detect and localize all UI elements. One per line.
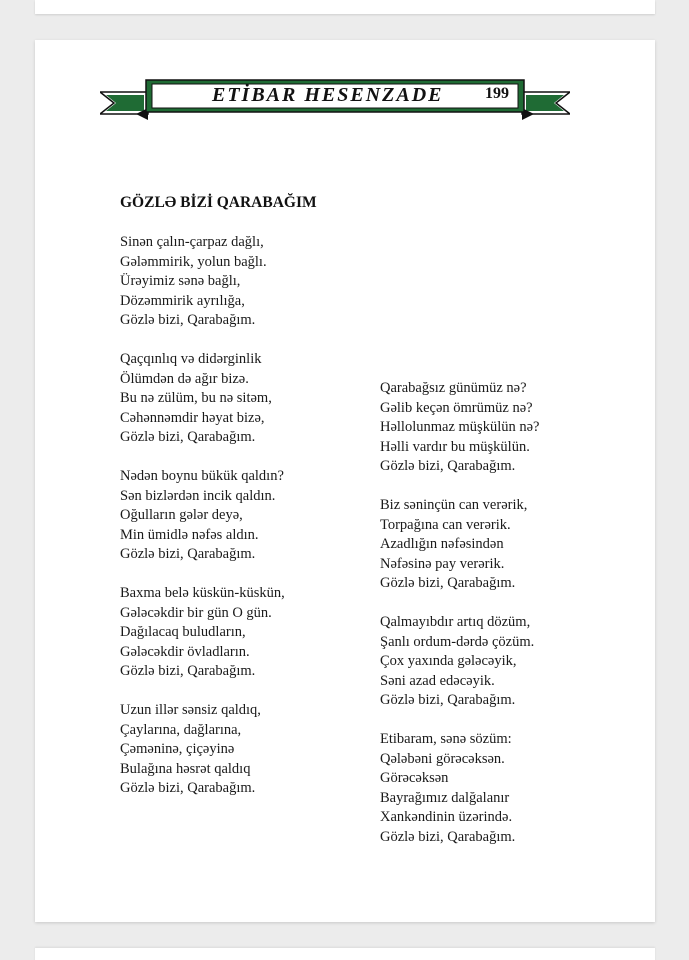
poem-line: Dözəmmirik ayrılığa, bbox=[120, 292, 245, 309]
poem-line: Qalmayıbdır artıq dözüm, bbox=[380, 614, 531, 630]
poem-line: Ürəyimiz sənə bağlı, bbox=[120, 273, 241, 289]
poem-line: Gözlə bizi, Qarabağım. bbox=[120, 546, 256, 562]
poem-line: Çox yaxında gələcəyik, bbox=[380, 653, 517, 669]
poem-line: Xankəndinin üzərində. bbox=[380, 809, 513, 825]
stanza bbox=[380, 496, 620, 594]
poem-line: Gözlə bizi, Qarabağım. bbox=[380, 458, 516, 474]
stanza bbox=[380, 613, 620, 711]
poem-line: Min ümidlə nəfəs aldın. bbox=[120, 526, 259, 543]
stanza bbox=[120, 233, 360, 331]
poem-left-column bbox=[120, 233, 360, 818]
poem-line: Gəlib keçən ömrümüz nə? bbox=[380, 399, 533, 416]
poem-right-column bbox=[380, 379, 620, 867]
poem-line: Həllolunmaz müşkülün nə? bbox=[380, 419, 540, 435]
poem-line: Gözlə bizi, Qarabağım. bbox=[120, 312, 256, 328]
poem-line: Gələmmirik, yolun bağlı. bbox=[120, 253, 267, 270]
poem-line: Gələcəkdir övladların. bbox=[120, 643, 250, 660]
poem-line: Uzun illər sənsiz qaldıq, bbox=[120, 702, 261, 718]
poem-line: Bayrağımız dalğalanır bbox=[380, 789, 510, 806]
poem-line: Sən bizlərdən incik qaldın. bbox=[120, 487, 276, 504]
poem-line: Bulağına həsrət qaldıq bbox=[120, 760, 251, 777]
page-header-banner bbox=[100, 78, 570, 122]
next-page-edge bbox=[35, 948, 655, 960]
poem-line: Şanlı ordum-dərdə çözüm. bbox=[380, 633, 535, 650]
poem-line: Baxma belə küskün-küskün, bbox=[120, 585, 285, 601]
poem-line: Gözlə bizi, Qarabağım. bbox=[120, 780, 256, 796]
poem-line: Səni azad edəcəyik. bbox=[380, 672, 495, 689]
poem-line: Torpağına can verərik. bbox=[380, 516, 511, 533]
stanza bbox=[120, 350, 360, 448]
poem-line: Həlli vardır bu müşkülün. bbox=[380, 438, 530, 455]
poem-title: GÖZLƏ BİZİ QARABAĞIM bbox=[120, 194, 317, 211]
poem-line: Bu nə zülüm, bu nə sitəm, bbox=[120, 390, 272, 406]
stanza bbox=[120, 701, 360, 799]
stanza bbox=[120, 467, 360, 565]
poem-line: Dağılacaq buludların, bbox=[120, 624, 246, 640]
poem-line: Biz səninçün can verərik, bbox=[380, 497, 528, 513]
poem-line: Ölümdən də ağır bizə. bbox=[120, 370, 249, 387]
poem-line: Gözlə bizi, Qarabağım. bbox=[380, 828, 516, 845]
author-name: ETİBAR HESENZADE bbox=[212, 84, 444, 106]
page-number: 199 bbox=[485, 85, 509, 102]
poem-line: Qələbəni görəcəksən. bbox=[380, 750, 505, 767]
poem-line: Gələcəkdir bir gün O gün. bbox=[120, 604, 272, 621]
poem-line: Gözlə bizi, Qarabağım. bbox=[380, 575, 516, 591]
poem-line: Gözlə bizi, Qarabağım. bbox=[120, 663, 256, 679]
previous-page-edge bbox=[35, 0, 655, 14]
poem-line: Etibaram, sənə sözüm: bbox=[380, 731, 512, 747]
poem-line: Gözlə bizi, Qarabağım. bbox=[120, 429, 256, 445]
book-page bbox=[35, 40, 655, 922]
poem-line: Gözlə bizi, Qarabağım. bbox=[380, 692, 516, 708]
poem-line: Qarabağsız günümüz nə? bbox=[380, 380, 527, 396]
poem-line: Qaçqınlıq və didərginlik bbox=[120, 351, 262, 367]
poem-line: Görəcəksən bbox=[380, 770, 449, 786]
stanza bbox=[120, 584, 360, 682]
poem-line: Azadlığın nəfəsindən bbox=[380, 536, 504, 552]
poem-line: Cəhənnəmdir həyat bizə, bbox=[120, 409, 265, 426]
poem-line: Çaylarına, dağlarına, bbox=[120, 721, 242, 738]
poem-line: Sinən çalın-çarpaz dağlı, bbox=[120, 234, 264, 250]
stanza bbox=[380, 730, 620, 847]
poem-line: Nəfəsinə pay verərik. bbox=[380, 555, 505, 572]
poem-line: Oğulların gələr deyə, bbox=[120, 507, 243, 523]
poem-line: Nədən boynu bükük qaldın? bbox=[120, 468, 284, 484]
stanza bbox=[380, 379, 620, 477]
poem-line: Çəməninə, çiçəyinə bbox=[120, 741, 235, 757]
